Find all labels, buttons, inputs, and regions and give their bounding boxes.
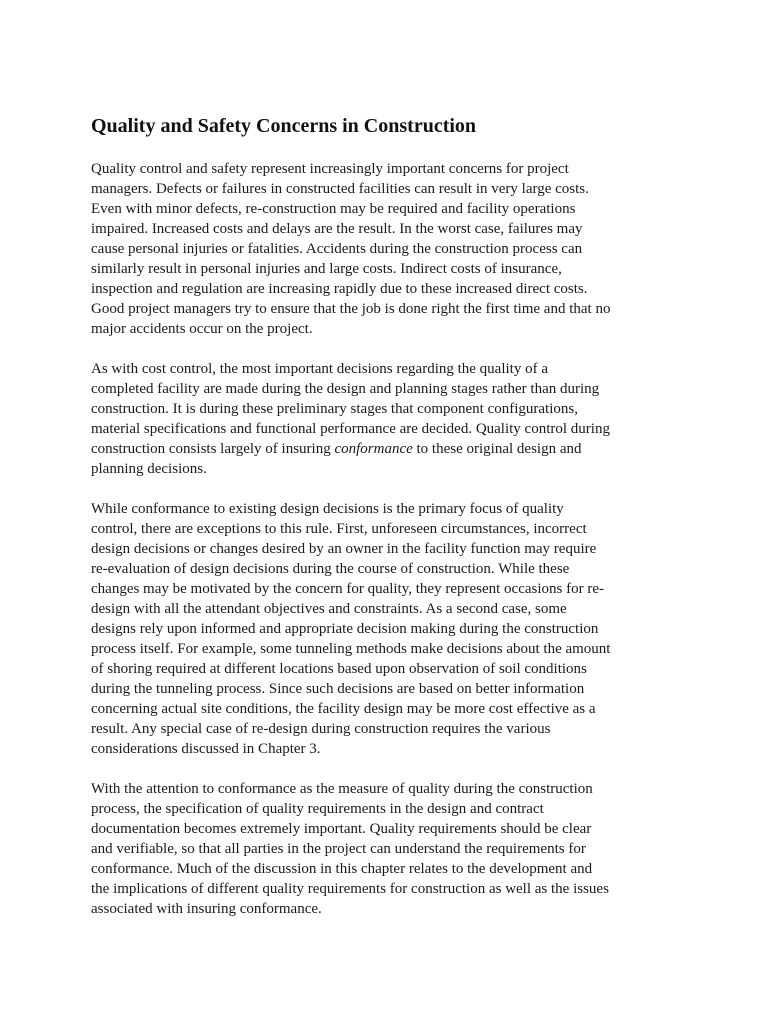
paragraph-exceptions: While conformance to existing design decisions is the primary focus of quality control, there are exceptions to this rule. First, unforeseen circumstances, incorrect design decisions or changes desired by an owner in the facility function may require re-evaluation of design decisions during the course of construction. While these changes may be motivated by the concern for quality, they represent occasions for re- design with all the attendant objectives and constraints. As a second case, some designs rely upon informed and appropriate decision making during the construction process itself. For example, some tunneling methods make decisions about the amount of shoring required at different locations based upon observation of soil conditions during the tunneling process. Since such decisions are based on better information concerning actual site conditions, the facility design may be more cost effective as a result. Any special case of re-design during construction requires the various considerations discussed in Chapter 3. xyxy=(91,501,611,757)
paragraph-cost-control-text-before: As with cost control, the most important decisions regarding the quality of a completed facility are made during the design and planning stages rather than during construction. It is during these preliminary stages that component configurations, material specifications and functional performance are decided. Quality control during construction consists largely of insuring xyxy=(91,361,610,457)
document-title: Quality and Safety Concerns in Construction xyxy=(91,115,477,137)
paragraph-cost-control xyxy=(91,359,691,479)
emphasis-conformance: conformance xyxy=(334,441,413,457)
paragraph-intro: Quality control and safety represent increasingly important concerns for project managers. Defects or failures in constructed facilities can result in very large costs. Even with minor defects, re-construction may be required and facility operations impaired. Increased costs and delays are the result. In the worst case, failures may cause personal injuries or fatalities. Accidents during the construction process can similarly result in personal injuries and large costs. Indirect costs of insurance, inspection and regulation are increasing rapidly due to these increased direct costs. Good project managers try to ensure that the job is done right the first time and that no major accidents occur on the project. xyxy=(91,161,611,337)
paragraph-requirements: With the attention to conformance as the measure of quality during the construction process, the specification of quality requirements in the design and contract documentation becomes extremely important. Quality requirements should be clear and verifiable, so that all parties in the project can understand the requirements for conformance. Much of the discussion in this chapter relates to the development and the implications of different quality requirements for construction as well as the issues associated with insuring conformance. xyxy=(91,781,609,917)
document-body xyxy=(91,113,691,939)
paragraph-cost-control-text-after: to these original design and planning decisions. xyxy=(91,441,582,477)
